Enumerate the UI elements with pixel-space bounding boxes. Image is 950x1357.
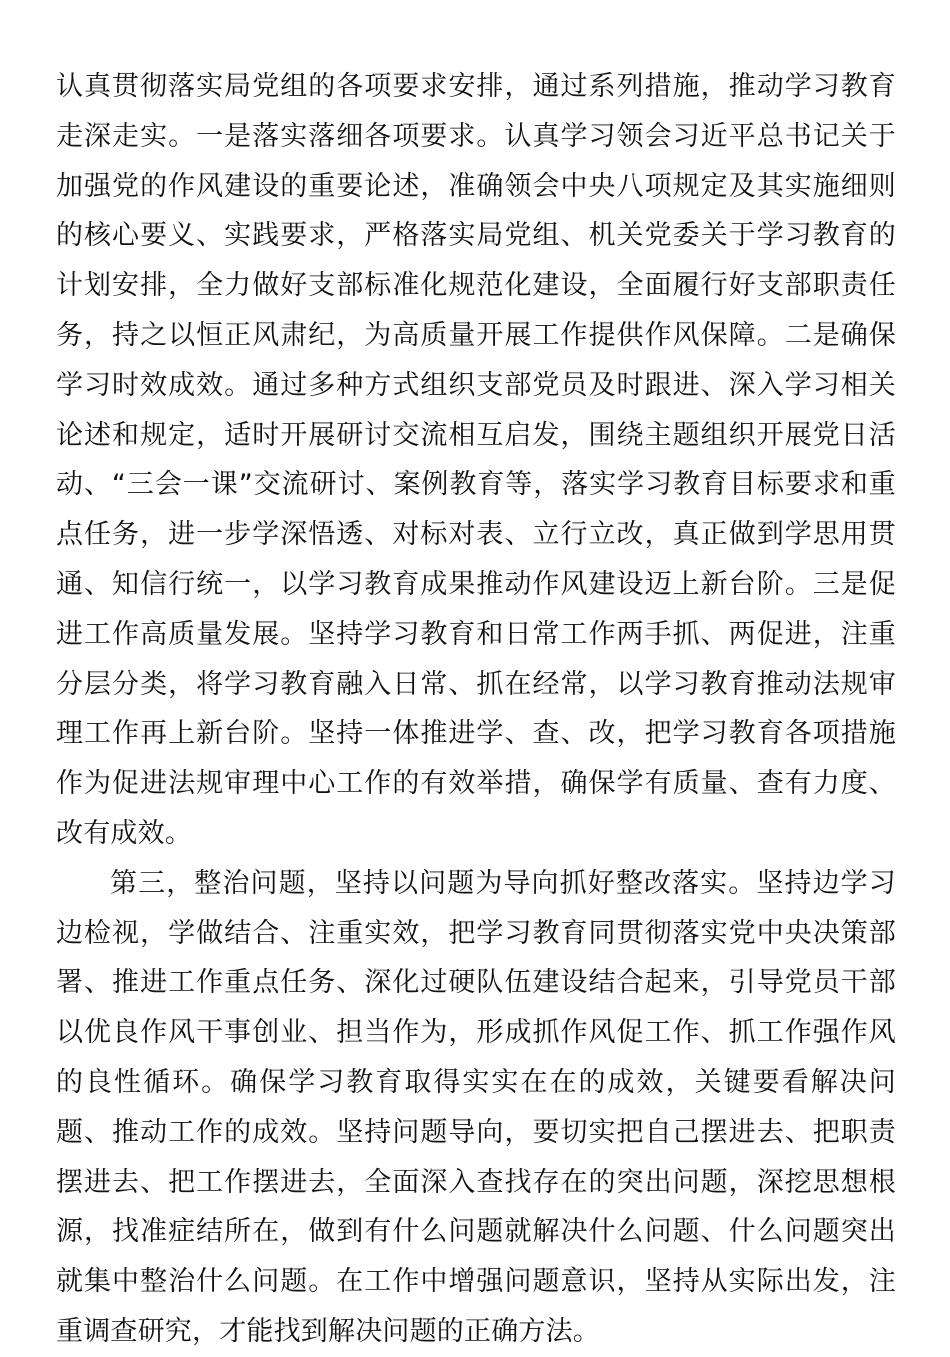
paragraph-third-point: 第三，整治问题，坚持以问题为导向抓好整改落实。坚持边学习边检视，学做结合、注重实效，把学习教育同贯彻落实党中央决策部署、推进工作重点任务、深化过硬队伍建设结合起来，引导党员干部以优良作风干事创业、担当作为，形成抓作风促工作、抓工作强作风的良性循环。确保学习教育取得实实在在的成效，关键要看解决问题、推动工作的成效。坚持问题导向，要切实把自己摆进去、把职责摆进去、把工作摆进去，全面深入查找存在的突出问题，深挖思想根源，找准症结所在，做到有什么问题就解决什么问题、什么问题突出就集中整治什么问题。在工作中增强问题意识，坚持从实际出发，注重调查研究，才能找到解决问题的正确方法。 (56, 867, 896, 1347)
paragraph-continuation: 认真贯彻落实局党组的各项要求安排，通过系列措施，推动学习教育走深走实。一是落实落细各项要求。认真学习领会习近平总书记关于加强党的作风建设的重要论述，准确领会中央八项规定及其实施细则的核心要义、实践要求，严格落实局党组、机关党委关于学习教育的计划安排，全力做好支部标准化规范化建设，全面履行好支部职责任务，持之以恒正风肃纪，为高质量开展工作提供作风保障。二是确保学习时效成效。通过多种方式组织支部党员及时跟进、深入学习相关论述和规定，适时开展研讨交流相互启发，围绕主题组织开展党日活动、“三会一课”交流研讨、案例教育等，落实学习教育目标要求和重点任务，进一步学深悟透、对标对表、立行立改，真正做到学思用贯通、知信行统一，以学习教育成果推动作风建设迈上新台阶。三是促进工作高质量发展。坚持学习教育和日常工作两手抓、两促进，注重分层分类，将学习教育融入日常、抓在经常，以学习教育推动法规审理工作再上新台阶。坚持一体推进学、查、改，把学习教育各项措施作为促进法规审理中心工作的有效举措，确保学有质量、查有力度、改有成效。 (56, 71, 896, 849)
document-page (56, 62, 896, 1357)
